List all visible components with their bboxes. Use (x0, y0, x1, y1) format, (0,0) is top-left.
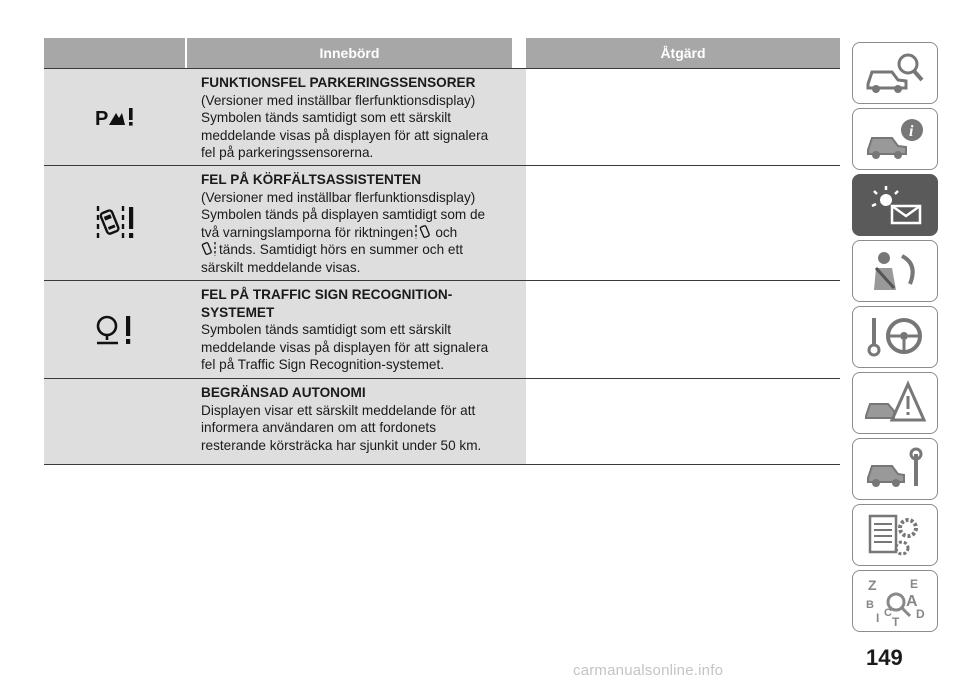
text-line: meddelande visas på displayen för att signalera (201, 127, 489, 143)
icon-cell (44, 166, 185, 280)
icon-cell (44, 281, 185, 378)
table-row (44, 378, 840, 465)
text-line: särskilt meddelande visas. (201, 259, 361, 275)
lane-assist-warning-icon (93, 202, 137, 244)
lane-right-icon (201, 241, 219, 257)
page-number: 149 (866, 645, 903, 670)
text-fragment: och (435, 224, 458, 240)
meaning-cell (185, 69, 526, 165)
tab-start-driving[interactable] (852, 306, 938, 368)
meaning-cell (185, 166, 526, 280)
svg-text:T: T (892, 615, 900, 626)
text-line: fel på Traffic Sign Recognition-systemet. (201, 357, 445, 373)
text-line: meddelande visas på displayen för att signalera (201, 339, 489, 355)
svg-text:Z: Z (868, 577, 877, 593)
warning-lights-table (44, 38, 840, 465)
meaning-cell (185, 281, 526, 378)
table-row (44, 165, 840, 280)
text-line: fel på parkeringssensorerna. (201, 145, 374, 161)
text-line: Symbolen tänds samtidigt som ett särskilt (201, 110, 452, 126)
specs-gears-icon (862, 512, 928, 558)
seatbelt-airbag-icon (862, 248, 928, 294)
row-title: FUNKTIONSFEL PARKERINGSSENSORER (201, 75, 476, 90)
svg-text:P: P (94, 108, 108, 129)
action-cell (526, 166, 840, 280)
tab-car-info[interactable] (852, 108, 938, 170)
action-cell (526, 69, 840, 165)
table-header (44, 38, 840, 68)
icon-cell (44, 379, 185, 464)
watermark[interactable]: carmanualsonline.info (573, 662, 724, 679)
lane-left-icon (413, 224, 435, 240)
text-line: (Versioner med inställbar flerfunktionsdisplay) (201, 92, 476, 108)
car-search-icon (862, 50, 928, 96)
svg-text:B: B (866, 599, 874, 611)
alphabetical-index-icon (862, 576, 928, 626)
tab-safety[interactable] (852, 240, 938, 302)
warning-light-message-icon (862, 182, 928, 228)
text-line: Symbolen tänds samtidigt som ett särskilt (201, 322, 452, 338)
chapter-tabs (852, 42, 938, 636)
text-line: resterande körsträcka har sjunkit under 50 km. (201, 437, 482, 453)
table-row (44, 280, 840, 378)
car-accident-warning-icon (862, 380, 928, 426)
svg-text:E: E (910, 577, 919, 591)
tab-technical-data[interactable] (852, 504, 938, 566)
text-line (201, 241, 516, 259)
row-title: SYSTEMET (201, 304, 275, 320)
parking-sensor-warning-icon (95, 105, 135, 129)
traffic-sign-recognition-warning-icon (94, 313, 136, 347)
text-line: (Versioner med inställbar flerfunktionsdisplay) (201, 189, 476, 205)
text-line: Displayen visar ett särskilt meddelande för att (201, 402, 476, 418)
icon-cell (44, 69, 185, 165)
table-row (44, 68, 840, 165)
meaning-cell (185, 379, 526, 464)
header-action: Åtgärd (526, 38, 840, 68)
car-info-icon (862, 116, 928, 162)
tab-emergency[interactable] (852, 372, 938, 434)
text-line: informera användaren om att fordonets (201, 420, 437, 436)
svg-text:I: I (876, 611, 880, 625)
tab-warning-lights[interactable] (852, 174, 938, 236)
text-fragment: tänds. Samtidigt hörs en summer och ett (219, 242, 464, 258)
row-title: FEL PÅ TRAFFIC SIGN RECOGNITION- (201, 287, 453, 302)
header-meaning: Innebörd (187, 38, 512, 68)
tab-maintenance[interactable] (852, 438, 938, 500)
text-fragment: två varningslamporna för riktningen (201, 224, 414, 240)
row-title: BEGRÄNSAD AUTONOMI (201, 385, 366, 400)
svg-text:i: i (909, 123, 914, 140)
text-line (201, 224, 516, 242)
text-line: Symbolen tänds på displayen samtidigt som de (201, 207, 486, 223)
car-wrench-icon (862, 446, 928, 492)
action-cell (526, 379, 840, 464)
steering-key-icon (862, 314, 928, 360)
tab-index[interactable] (852, 570, 938, 632)
header-icon-column (44, 38, 185, 68)
action-cell (526, 281, 840, 378)
tab-car-search[interactable] (852, 42, 938, 104)
svg-text:A: A (906, 593, 918, 610)
row-title: FEL PÅ KÖRFÄLTSASSISTENTEN (201, 172, 422, 187)
svg-text:C: C (884, 607, 892, 619)
svg-text:D: D (916, 607, 925, 621)
